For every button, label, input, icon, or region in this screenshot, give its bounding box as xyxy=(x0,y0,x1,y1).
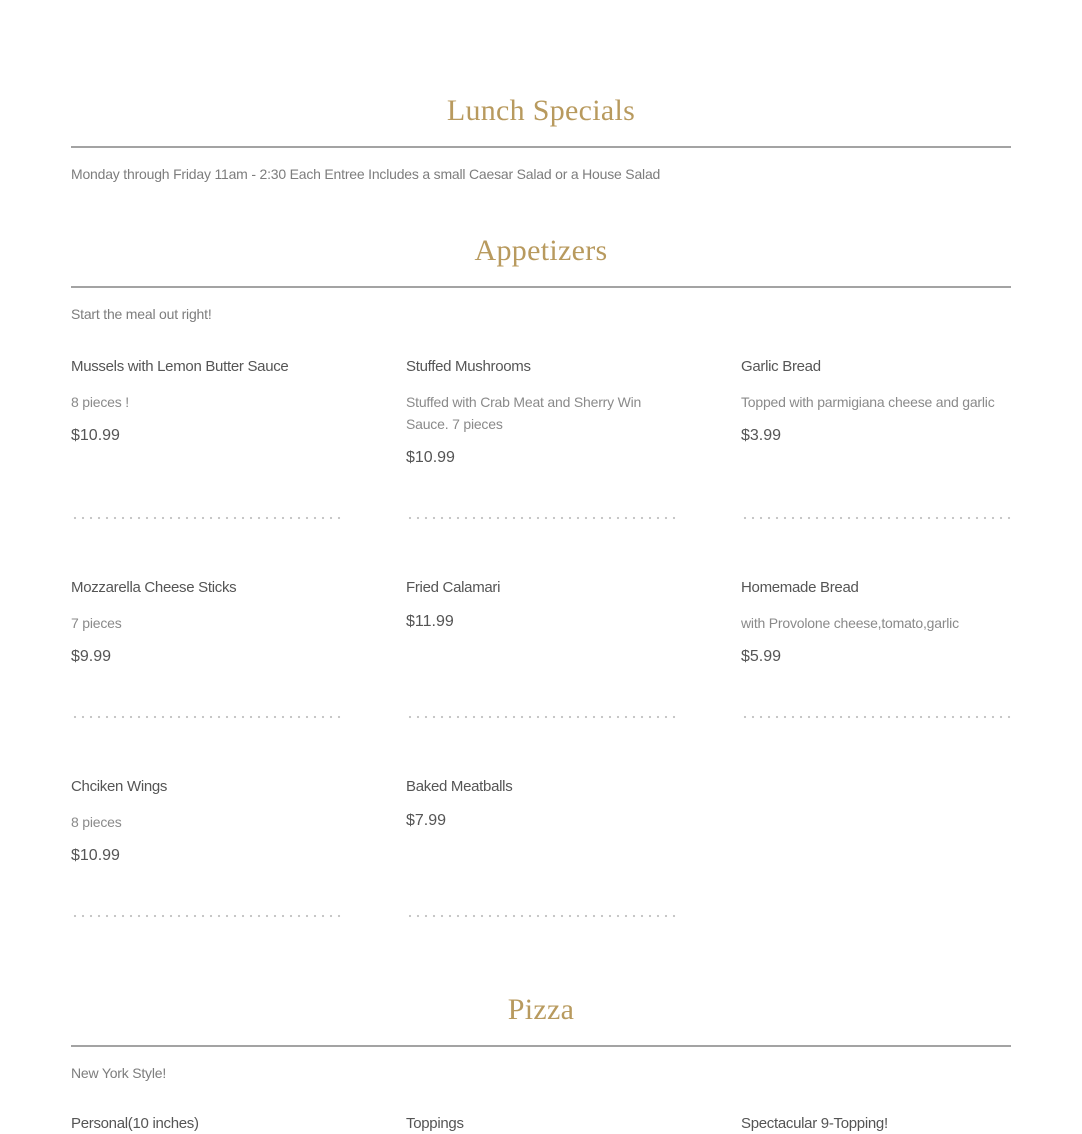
appetizers-section xyxy=(71,233,1011,322)
dotted-separator xyxy=(71,516,341,520)
section-title: Lunch Specials xyxy=(446,94,636,127)
menu-item-price: $10.99 xyxy=(406,449,455,466)
dotted-separator xyxy=(406,715,676,719)
dotted-separator xyxy=(741,715,1011,719)
menu-item-description: 7 pieces xyxy=(71,615,122,631)
menu-item xyxy=(406,1114,676,1134)
section-description: Start the meal out right! xyxy=(71,306,212,322)
menu-item xyxy=(71,1114,341,1134)
menu-item-name: Personal(10 inches) xyxy=(71,1115,199,1132)
menu-item-description: Topped with parmigiana cheese and garlic xyxy=(741,394,995,410)
dotted-separator xyxy=(406,516,676,520)
menu-item-price: $11.99 xyxy=(406,613,454,630)
menu-item-description: Stuffed with Crab Meat and Sherry Win Sauce. 7 pieces xyxy=(406,394,642,432)
menu-item-price: $5.99 xyxy=(741,648,782,665)
dotted-separator xyxy=(741,516,1011,520)
lunch-specials-section xyxy=(71,93,1011,182)
menu-item xyxy=(406,357,676,469)
menu-item-price: $3.99 xyxy=(741,427,782,444)
menu-item xyxy=(741,1114,1011,1134)
pizza-section xyxy=(71,992,1011,1081)
menu-item-name: Toppings xyxy=(406,1115,464,1132)
menu-item-name: Stuffed Mushrooms xyxy=(406,358,531,375)
menu-item-name: Mussels with Lemon Butter Sauce xyxy=(71,358,289,375)
menu-item xyxy=(406,777,676,832)
section-divider xyxy=(71,1045,1011,1047)
menu-item-price: $10.99 xyxy=(71,847,120,864)
menu-item-name: Chciken Wings xyxy=(71,778,168,795)
menu-item-name: Spectacular 9-Topping! xyxy=(741,1115,888,1132)
menu-item-name: Mozzarella Cheese Sticks xyxy=(71,579,237,596)
section-description: Monday through Friday 11am - 2:30 Each Entree Includes a small Caesar Salad or a House Salad xyxy=(71,166,661,182)
menu-item xyxy=(71,357,341,447)
menu-item-price: $9.99 xyxy=(71,648,112,665)
menu-item-price: $7.99 xyxy=(406,812,447,829)
dotted-separator xyxy=(71,715,341,719)
menu-item-description: with Provolone cheese,tomato,garlic xyxy=(741,615,959,631)
menu-item-name: Homemade Bread xyxy=(741,579,859,596)
section-divider xyxy=(71,286,1011,288)
dotted-separator xyxy=(406,914,676,918)
dotted-separator xyxy=(71,914,341,918)
menu-item-price: $10.99 xyxy=(71,427,120,444)
menu-item-name: Fried Calamari xyxy=(406,579,501,596)
section-divider xyxy=(71,146,1011,148)
section-description: New York Style! xyxy=(71,1065,167,1081)
menu-item xyxy=(71,578,341,668)
menu-item xyxy=(741,357,1011,447)
menu-item-description: 8 pieces ! xyxy=(71,394,129,410)
section-title: Pizza xyxy=(507,993,575,1026)
menu-item-name: Baked Meatballs xyxy=(406,778,513,795)
section-title: Appetizers xyxy=(474,234,608,267)
menu-item xyxy=(71,777,341,867)
menu-item-description: 8 pieces xyxy=(71,814,122,830)
menu-item-name: Garlic Bread xyxy=(741,358,821,375)
menu-item xyxy=(741,578,1011,668)
menu-item xyxy=(406,578,676,633)
